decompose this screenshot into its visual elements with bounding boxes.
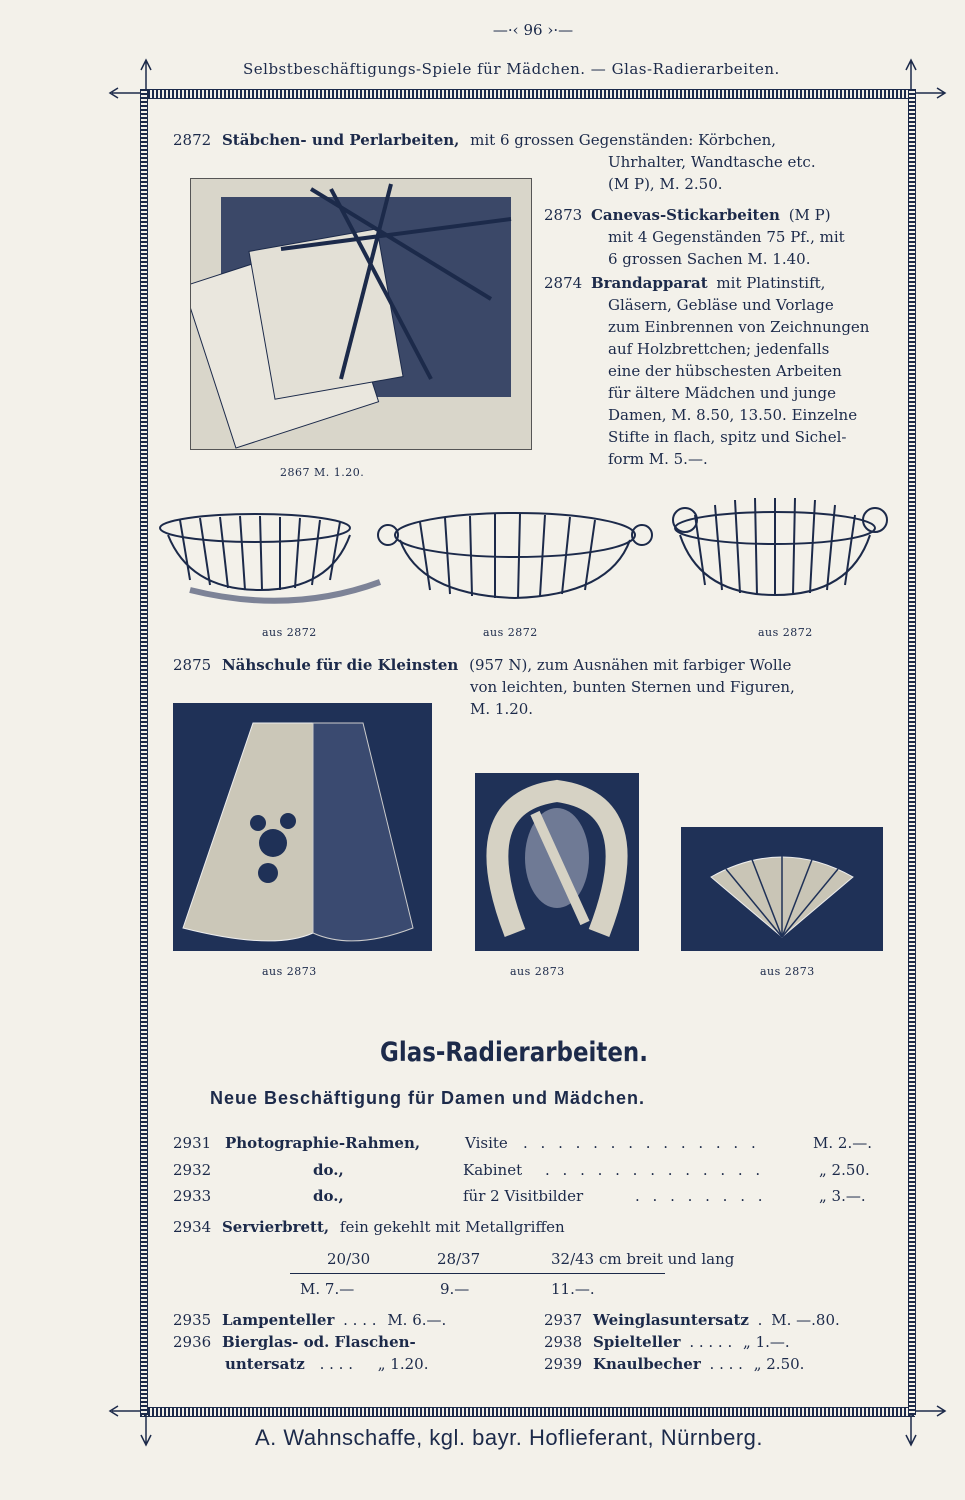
embroidery-plate-1 (173, 703, 432, 951)
horseshoe-illustration (475, 773, 639, 951)
size-rule (290, 1273, 665, 1274)
item-2872-line-2: Uhrhalter, Wandtasche etc. (608, 153, 816, 171)
item-2874-line-1: 2874 Brandapparat mit Platinstift, (544, 274, 826, 292)
item-2873-name: Canevas-Stickarbeiten (590, 206, 780, 224)
size-2934-3: 32/43 cm breit und lang (551, 1250, 735, 1268)
item-2874-line-8: Stifte in flach, spitz und Sichel- (608, 428, 847, 446)
item-2874-line-3: zum Einbrennen von Zeichnungen (608, 318, 870, 336)
row-2939: 2939 Knaulbecher . . . . „ 2.50. (544, 1355, 805, 1373)
row-2936-cont: untersatz . . . . „ 1.20. (225, 1355, 429, 1373)
item-2875-line-2: von leichten, bunten Sternen und Figuren, (470, 678, 795, 696)
item-2873-line-1: 2873 Canevas-Stickarbeiten (M P) (544, 206, 831, 224)
size-2934-2: 28/37 (437, 1250, 481, 1268)
footer-publisher: A. Wahnschaffe, kgl. bayr. Hoflieferant, Nürnberg. (255, 1425, 764, 1450)
caption-emb-2: aus 2873 (510, 965, 565, 978)
basket-3-icon (673, 498, 887, 595)
item-2874-line-4: auf Holzbrettchen; jedenfalls (608, 340, 830, 358)
row-2937: 2937 Weinglasuntersatz . M. —.80. (544, 1311, 840, 1329)
section-subtitle: Neue Beschäftigung für Damen und Mädchen. (210, 1088, 646, 1108)
fan-illustration (681, 827, 883, 951)
embroidery-kit-illustration (191, 179, 531, 449)
caption-basket-3: aus 2872 (758, 626, 813, 639)
item-2875-line-3: M. 1.20. (470, 700, 534, 718)
needle-case-illustration (173, 703, 432, 951)
price-2934-2: 9.— (440, 1280, 470, 1298)
running-title: Selbstbeschäftigungs-Spiele für Mädchen. — Glas-Radierarbeiten. (243, 60, 780, 78)
item-2874-line-2: Gläsern, Gebläse und Vorlage (608, 296, 834, 314)
item-2872-line-3: (M P), M. 2.50. (608, 175, 723, 193)
price-2934-1: M. 7.— (300, 1280, 355, 1298)
embroidery-plate-2 (475, 773, 639, 951)
item-2934-name: Servierbrett, (221, 1218, 330, 1236)
item-2873-line-2: mit 4 Gegenständen 75 Pf., mit (608, 228, 845, 246)
price-2934-3: 11.—. (551, 1280, 595, 1298)
caption-emb-1: aus 2873 (262, 965, 317, 978)
embroidery-plate-3 (681, 827, 883, 951)
price-row-2933: 2933 do., für 2 Visitbilder . . . . . . . . „ 3.—. (173, 1187, 866, 1205)
item-2872-name: Stäbchen- und Perlarbeiten, (221, 131, 460, 149)
basket-illustrations (150, 490, 905, 615)
price-row-2932: 2932 do., Kabinet . . . . . . . . . . . . . „ 2.50. (173, 1161, 870, 1179)
price-row-2931: 2931 Photographie-Rahmen, Visite . . . . . . . . . . . . . . M. 2.—. (173, 1134, 872, 1152)
item-2874-line-9: form M. 5.—. (608, 450, 708, 468)
page-number: —·‹ 96 ›·— (492, 21, 574, 39)
embroidery-kit-image (190, 178, 532, 450)
size-2934-1: 20/30 (327, 1250, 371, 1268)
row-2938: 2938 Spielteller . . . . . „ 1.—. (544, 1333, 790, 1351)
item-2874-line-6: für ältere Mädchen und junge (608, 384, 837, 402)
item-2874-line-7: Damen, M. 8.50, 13.50. Einzelne (608, 406, 858, 424)
basket-1-icon (160, 514, 380, 601)
item-2874-line-5: eine der hübschesten Arbeiten (608, 362, 842, 380)
caption-emb-3: aus 2873 (760, 965, 815, 978)
item-2874-name: Brandapparat (590, 274, 708, 292)
item-2875-name: Nähschule für die Kleinsten (221, 656, 459, 674)
row-2936: 2936 Bierglas- od. Flaschen- (173, 1333, 416, 1351)
item-2872-line-1: 2872 Stäbchen- und Perlarbeiten, mit 6 grossen Gegenständen: Körbchen, (173, 131, 777, 149)
caption-basket-1: aus 2872 (262, 626, 317, 639)
caption-2867: 2867 M. 1.20. (280, 466, 365, 479)
caption-basket-2: aus 2872 (483, 626, 538, 639)
item-2875-line-1: 2875 Nähschule für die Kleinsten (957 N), zum Ausnähen mit farbiger Wolle (173, 656, 792, 674)
basket-2-icon (378, 513, 652, 598)
item-2873-line-3: 6 grossen Sachen M. 1.40. (608, 250, 811, 268)
section-title: Glas-Radierarbeiten. (380, 1037, 648, 1068)
item-2934: 2934 Servierbrett, fein gekehlt mit Metallgriffen (173, 1218, 565, 1236)
row-2935: 2935 Lampenteller . . . . M. 6.—. (173, 1311, 447, 1329)
